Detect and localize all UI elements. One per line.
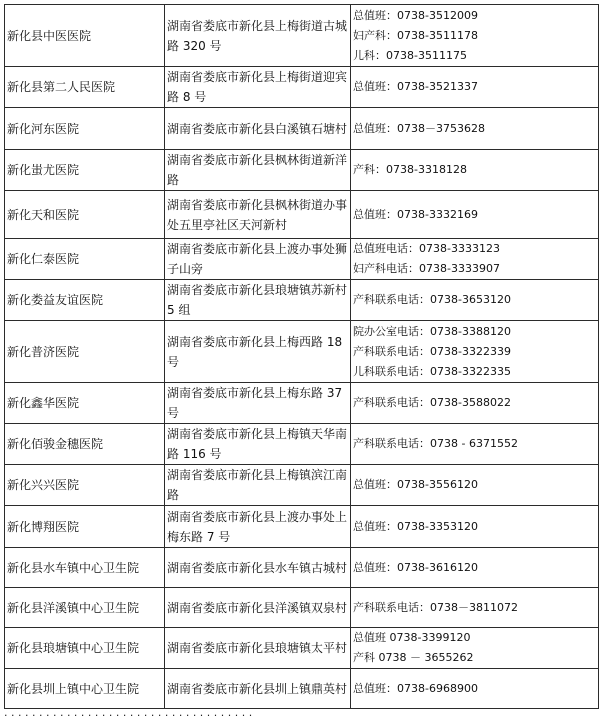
hospital-phones <box>351 280 599 321</box>
hospital-phones <box>351 628 599 669</box>
hospital-phones <box>351 465 599 506</box>
table-row <box>5 548 599 588</box>
phone-line: 总值班 0738-3399120 <box>353 631 471 644</box>
hospital-address: 湖南省娄底市新化县上渡办事处上梅东路 7 号 <box>165 506 351 548</box>
phone-line: 妇产科电话：0738-3333907 <box>353 262 500 275</box>
phone-line: 总值班：0738-3512009 <box>353 8 478 22</box>
table-row <box>5 150 599 191</box>
table-row <box>5 280 599 321</box>
table-row <box>5 321 599 383</box>
hospital-address: 湖南省娄底市新化县上梅镇天华南路 116 号 <box>165 424 351 465</box>
phone-line: 产科联系电话：0738-3322339 <box>353 344 511 358</box>
hospital-address: 湖南省娄底市新化县上梅镇滨江南路 <box>165 465 351 506</box>
table-row <box>5 669 599 709</box>
phone-line: 院办公室电话：0738-3388120 <box>353 324 511 338</box>
hospital-name: 新化县水车镇中心卫生院 <box>5 548 165 588</box>
hospital-address: 湖南省娄底市新化县上梅东路 37 号 <box>165 383 351 424</box>
table-row <box>5 588 599 628</box>
phone-line: 产科联系电话：0738－3811072 <box>353 600 518 614</box>
table-row <box>5 191 599 239</box>
hospital-phones <box>351 108 599 150</box>
table-row <box>5 506 599 548</box>
table-row <box>5 424 599 465</box>
hospital-phones <box>351 506 599 548</box>
hospital-phones <box>351 669 599 709</box>
table-row <box>5 5 599 67</box>
hospital-phones <box>351 588 599 628</box>
hospital-name: 新化仁泰医院 <box>5 239 165 280</box>
hospital-address: 湖南省娄底市新化县上梅街道迎宾路 8 号 <box>165 67 351 108</box>
hospital-table <box>4 4 599 709</box>
phone-line: 总值班：0738-3332169 <box>353 207 478 221</box>
hospital-name: 新化县琅塘镇中心卫生院 <box>5 628 165 669</box>
hospital-phones <box>351 150 599 191</box>
phone-line: 产科 0738 － 3655262 <box>353 651 474 664</box>
hospital-name: 新化县洋溪镇中心卫生院 <box>5 588 165 628</box>
hospital-address: 湖南省娄底市新化县白溪镇石塘村 <box>165 108 351 150</box>
hospital-address: 湖南省娄底市新化县上梅街道古城路 320 号 <box>165 5 351 67</box>
hospital-name: 新化博翔医院 <box>5 506 165 548</box>
hospital-name: 新化鑫华医院 <box>5 383 165 424</box>
hospital-phones <box>351 548 599 588</box>
hospital-phones <box>351 424 599 465</box>
hospital-phones <box>351 191 599 239</box>
hospital-address: 湖南省娄底市新化县上梅西路 18 号 <box>165 321 351 383</box>
hospital-address: 湖南省娄底市新化县枫林街道新洋路 <box>165 150 351 191</box>
hospital-name: 新化普济医院 <box>5 321 165 383</box>
hospital-phones <box>351 239 599 280</box>
phone-line: 产科：0738-3318128 <box>353 163 467 176</box>
phone-line: 总值班：0738-3616120 <box>353 560 478 574</box>
phone-line: 总值班：0738-3353120 <box>353 519 478 533</box>
table-row <box>5 108 599 150</box>
phone-line: 儿科：0738-3511175 <box>353 48 467 62</box>
table-row <box>5 628 599 669</box>
hospital-name: 新化县圳上镇中心卫生院 <box>5 669 165 709</box>
hospital-address: 湖南省娄底市新化县圳上镇鼎英村 <box>165 669 351 709</box>
phone-line: 产科联系电话：0738-3653120 <box>353 293 511 306</box>
phone-line: 产科联系电话：0738 - 6371552 <box>353 437 518 450</box>
hospital-address: 湖南省娄底市新化县琅塘镇太平村 <box>165 628 351 669</box>
hospital-address: 湖南省娄底市新化县上渡办事处狮子山旁 <box>165 239 351 280</box>
phone-line: 儿科联系电话：0738-3322335 <box>353 364 511 378</box>
hospital-phones <box>351 67 599 108</box>
hospital-table-body <box>5 5 599 709</box>
table-row <box>5 383 599 424</box>
hospital-address: 湖南省娄底市新化县水车镇古城村 <box>165 548 351 588</box>
phone-line: 总值班：0738-6968900 <box>353 681 478 695</box>
hospital-name: 新化县中医医院 <box>5 5 165 67</box>
hospital-phones <box>351 5 599 67</box>
hospital-name: 新化天和医院 <box>5 191 165 239</box>
hospital-name: 新化兴兴医院 <box>5 465 165 506</box>
hospital-name: 新化河东医院 <box>5 108 165 150</box>
hospital-name: 新化蚩尤医院 <box>5 150 165 191</box>
hospital-name: 新化娄益友谊医院 <box>5 280 165 321</box>
phone-line: 产科联系电话：0738-3588022 <box>353 396 511 409</box>
table-row <box>5 465 599 506</box>
hospital-phones <box>351 383 599 424</box>
cut-off-next-row: · · · · · · · · · · · · · · · · · · · · · · · · · · · · · · · · · · · · <box>4 709 253 722</box>
phone-line: 总值班电话：0738-3333123 <box>353 242 500 255</box>
phone-line: 总值班：0738-3556120 <box>353 478 478 491</box>
table-row <box>5 67 599 108</box>
hospital-name: 新化县第二人民医院 <box>5 67 165 108</box>
hospital-address: 湖南省娄底市新化县洋溪镇双泉村 <box>165 588 351 628</box>
hospital-address: 湖南省娄底市新化县枫林街道办事处五里亭社区天河新村 <box>165 191 351 239</box>
hospital-phones <box>351 321 599 383</box>
phone-line: 总值班：0738-3521337 <box>353 80 478 93</box>
hospital-name: 新化佰骏金穗医院 <box>5 424 165 465</box>
phone-line: 妇产科：0738-3511178 <box>353 28 478 42</box>
table-row <box>5 239 599 280</box>
hospital-address: 湖南省娄底市新化县琅塘镇苏新村 5 组 <box>165 280 351 321</box>
phone-line: 总值班：0738－3753628 <box>353 121 485 135</box>
